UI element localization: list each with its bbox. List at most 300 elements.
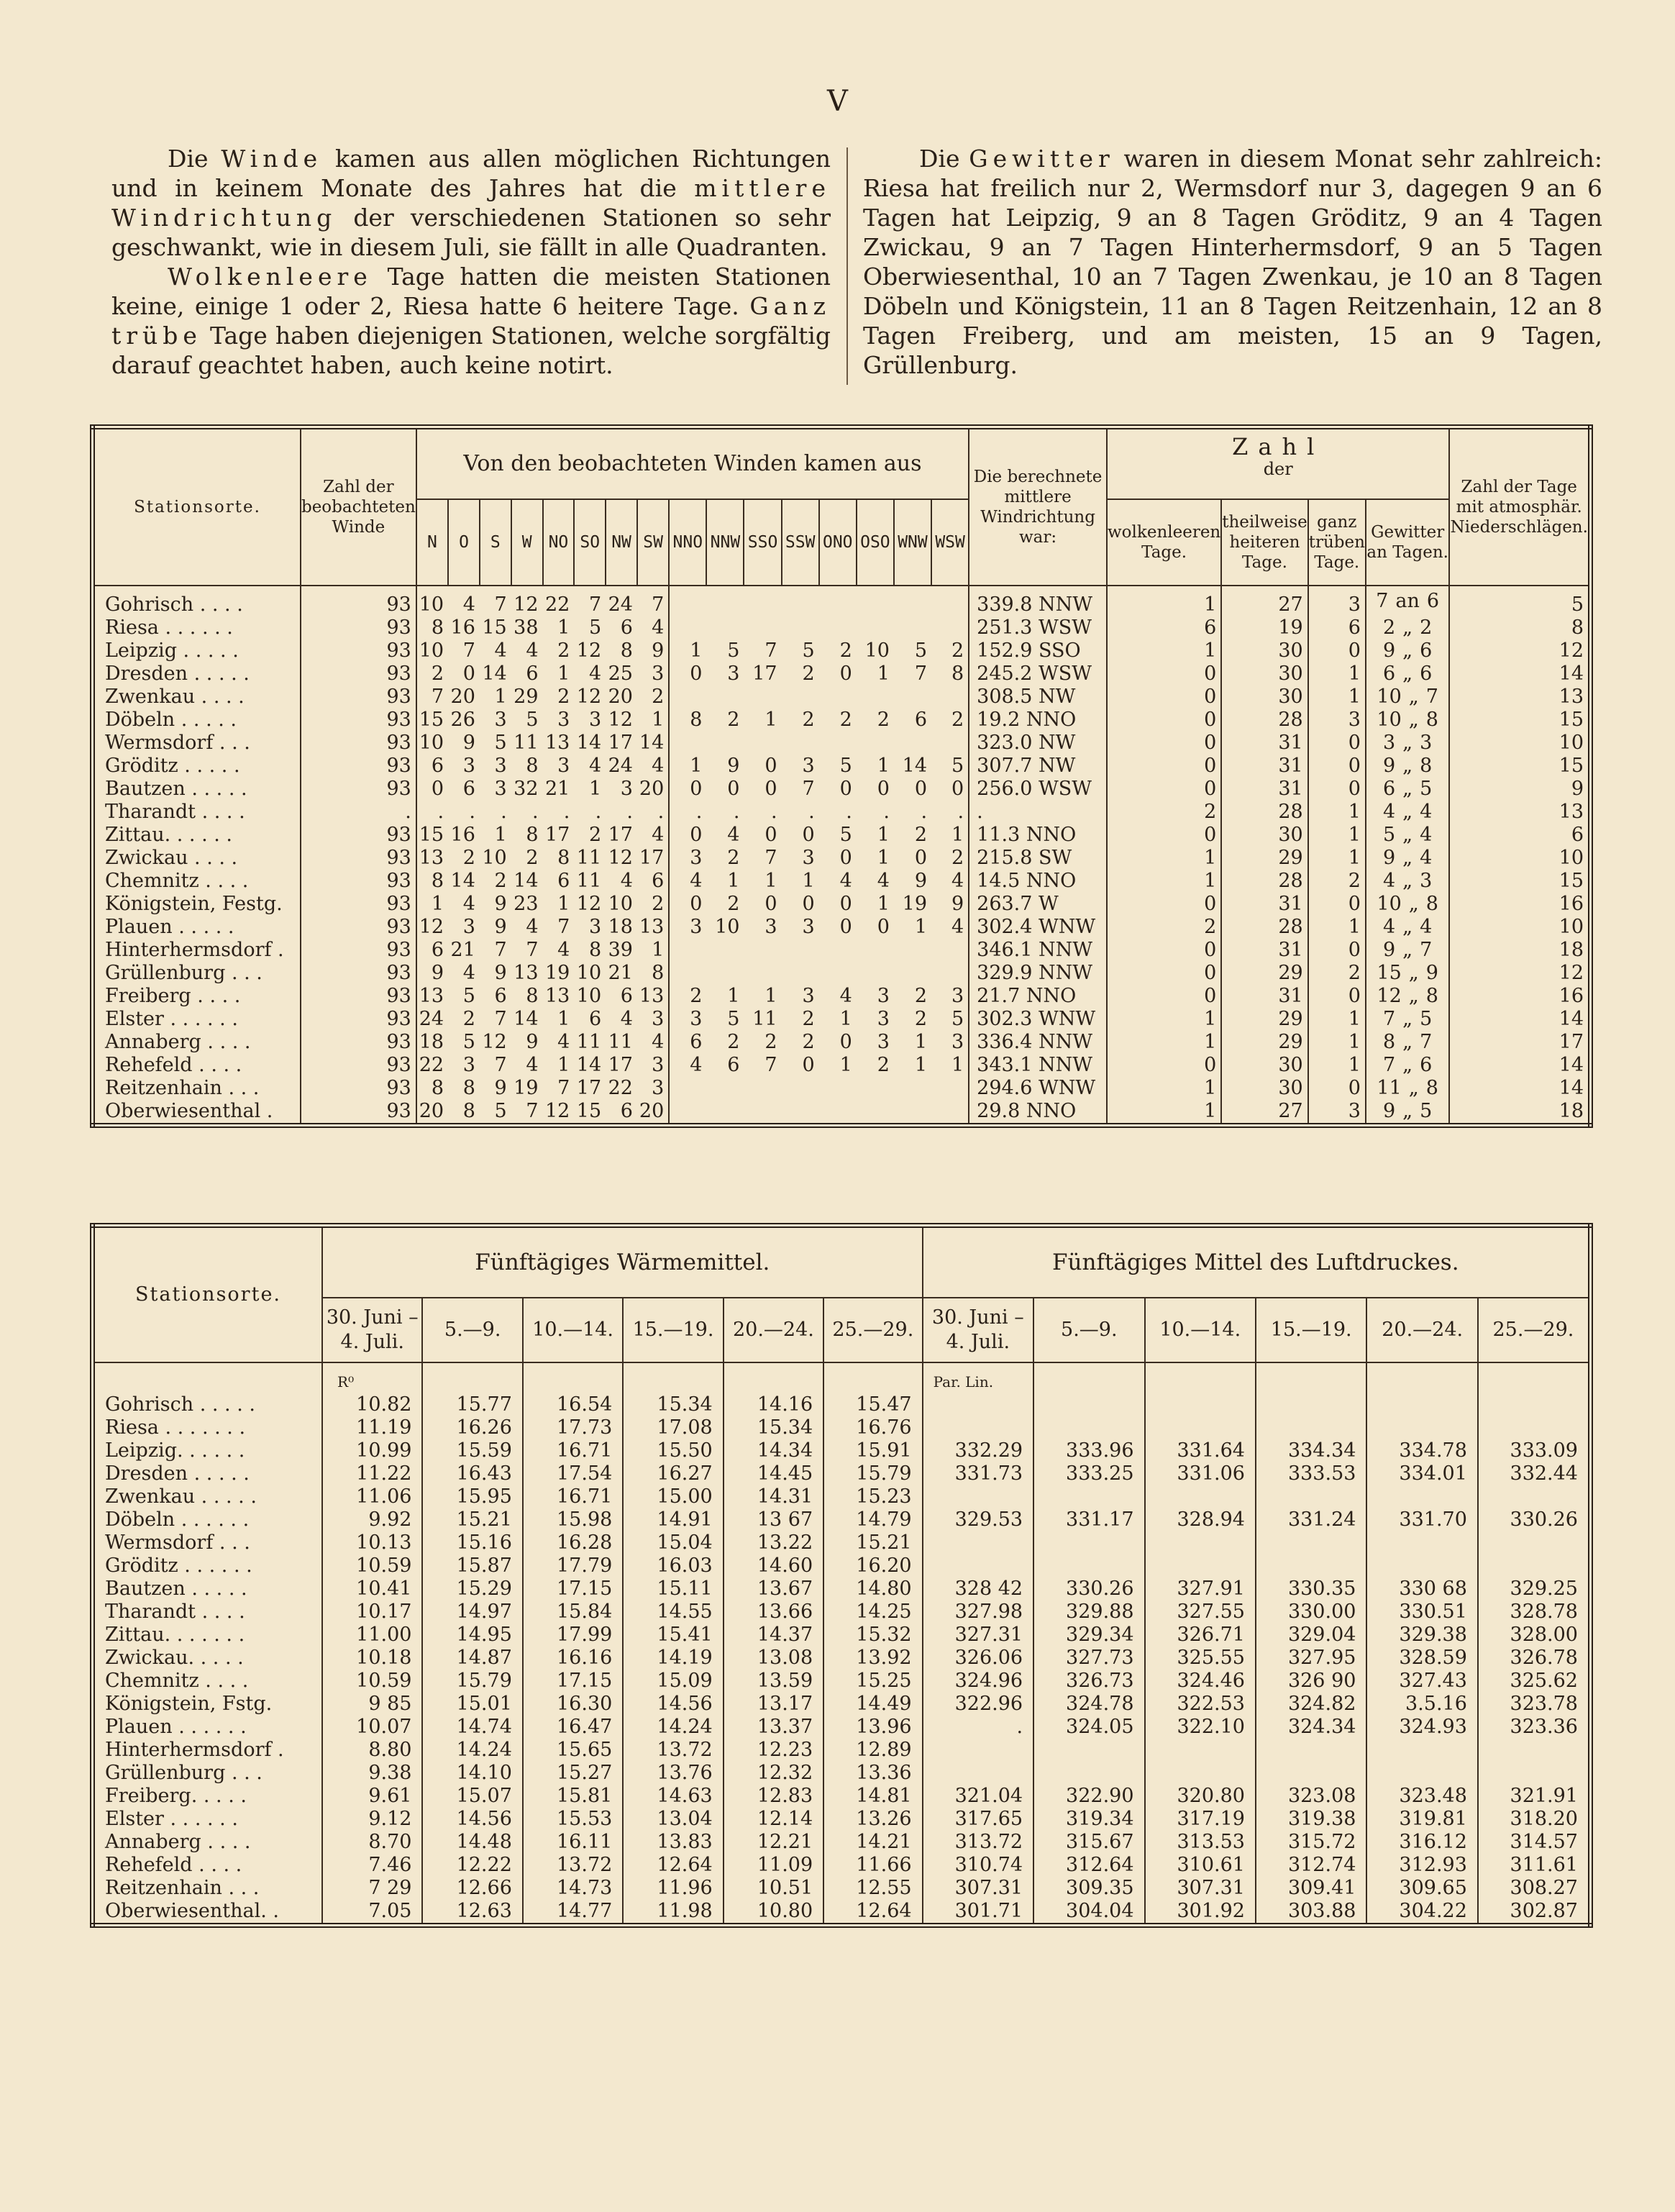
wind-no: 3 (557, 708, 570, 731)
temperature-mean: 13.37 (724, 1716, 823, 1739)
pressure-mean: 324.93 (1366, 1716, 1477, 1739)
wind-ssw: 2 (802, 1007, 815, 1030)
wind-ssw (782, 1100, 819, 1126)
thunderstorm-count: 7 (1382, 1053, 1396, 1076)
wind-wsw (931, 686, 969, 709)
cloudless-days: 1 (1107, 1100, 1221, 1126)
overcast-days: 0 (1308, 939, 1366, 962)
thunderstorm-cell (1366, 962, 1450, 985)
wind-s: 9 (494, 915, 507, 938)
mean-direction: 263.7 W (969, 893, 1107, 916)
pressure-mean: 327.43 (1366, 1670, 1477, 1693)
temperature-mean: 14.19 (623, 1647, 723, 1670)
partly-clear-days: 30 (1221, 824, 1307, 847)
precipitation-days: 14 (1449, 663, 1590, 686)
ditto-mark: „ (1402, 823, 1413, 846)
wind-ssw: 7 (802, 777, 815, 800)
precipitation-header: Zahl der Tage mit atmosphär. Niederschlägen. (1449, 427, 1590, 586)
wind-nno (669, 732, 706, 755)
ditto-mark: „ (1408, 961, 1419, 984)
wind-s: 5 (494, 731, 507, 754)
wind-w: 23 (514, 892, 539, 915)
thunderstorm-count: 9 (1382, 639, 1396, 662)
pressure-mean (1145, 1393, 1256, 1416)
wind-nno: 3 (669, 916, 706, 939)
wind-wsw (931, 962, 969, 985)
wind-row (93, 732, 1591, 755)
wind-nw: 25 (608, 662, 633, 685)
pressure-mean: 308.27 (1478, 1877, 1591, 1900)
wind-ssw: 0 (802, 1053, 815, 1076)
wind-row (93, 962, 1591, 985)
pressure-mean: 309.65 (1366, 1877, 1477, 1900)
thunderstorm-days: 8 (1420, 754, 1433, 777)
wind-ssw (782, 732, 819, 755)
pressure-mean: 329.25 (1478, 1578, 1591, 1601)
station-name: Grüllenburg . . . (93, 962, 301, 985)
partly-clear-days: 28 (1221, 709, 1307, 732)
temperature-mean: 14.79 (823, 1508, 922, 1531)
wind-s: 4 (494, 639, 507, 662)
thunderstorm-cell (1366, 586, 1450, 616)
paragraph-clouds: Wolkenleere Tage hatten die meisten Stationen keine, einige 1 oder 2, Riesa hatte 6 heitere Tage. Ganz trübe Tage haben diejenigen Stationen, welche sorgfältig darauf geachtet haben, auch keine notirt. (111, 263, 831, 379)
overcast-days: 0 (1308, 755, 1366, 778)
pressure-mean: 333.53 (1256, 1462, 1366, 1485)
wind-s: 3 (494, 777, 507, 800)
precipitation-days: 18 (1449, 1100, 1590, 1126)
temperature-mean: 15.59 (422, 1439, 522, 1462)
station-name: Oberwiesenthal. . (93, 1900, 323, 1926)
wind-sw: 3 (637, 1008, 669, 1031)
wind-so: . (595, 800, 602, 823)
wind-oso (857, 616, 894, 640)
wind-s: 7 (494, 938, 507, 961)
wind-so: 14 (576, 731, 602, 754)
temperature-mean: 10.51 (724, 1877, 823, 1900)
pressure-mean (1366, 1393, 1477, 1416)
wind-count: 93 (301, 939, 416, 962)
thunderstorm-days: 9 (1425, 961, 1438, 984)
station-header: Stationsorte. (93, 427, 301, 586)
pressure-mean: 302.87 (1478, 1900, 1591, 1926)
wind-s: 9 (494, 961, 507, 984)
temperature-mean: 13.72 (523, 1854, 623, 1877)
wind-sw: 9 (637, 640, 669, 663)
wind-wnw (894, 686, 931, 709)
pressure-mean: 324.96 (923, 1670, 1033, 1693)
ditto-mark: „ (1402, 777, 1413, 800)
press-period-2: 5.—9. (1033, 1298, 1144, 1362)
pressure-mean: 311.61 (1478, 1854, 1591, 1877)
temperature-mean: 14.80 (823, 1578, 922, 1601)
pressure-mean (1256, 1531, 1366, 1555)
station-name: Rehefeld . . . . (93, 1854, 323, 1877)
temp-row (93, 1854, 1591, 1877)
pressure-mean: 322.10 (1145, 1716, 1256, 1739)
temperature-mean: 12.89 (823, 1739, 922, 1762)
wind-s: 2 (494, 869, 507, 892)
wind-nw: 6 (620, 616, 633, 639)
wind-o: 5 (462, 984, 475, 1007)
temperature-mean: 16.11 (523, 1831, 623, 1854)
wind-sso (744, 732, 781, 755)
wind-no: 7 (557, 1076, 570, 1099)
wind-sso: 7 (765, 639, 777, 662)
wind-w: 38 (514, 616, 539, 639)
ditto-mark: „ (1402, 1099, 1413, 1122)
column-divider (846, 147, 848, 385)
thunderstorm-days: 8 (1425, 984, 1438, 1007)
thunderstorm-days: 4 (1420, 846, 1433, 869)
wind-nnw: 1 (727, 984, 740, 1007)
pressure-mean: 3.5.16 (1366, 1693, 1477, 1716)
wind-o: 3 (462, 1053, 475, 1076)
wind-sso (744, 616, 781, 640)
thunderstorm-days: 5 (1420, 1099, 1433, 1122)
pressure-mean: 312.93 (1366, 1854, 1477, 1877)
wind-oso: 2 (877, 708, 890, 731)
wind-sso (744, 1077, 781, 1100)
wind-nnw: 3 (727, 662, 740, 685)
pressure-mean: 329.34 (1033, 1624, 1144, 1647)
wind-no: . (563, 800, 570, 823)
pressure-mean: 310.61 (1145, 1854, 1256, 1877)
wind-wsw: 8 (931, 663, 969, 686)
temperature-mean: 13.92 (823, 1647, 922, 1670)
temperature-mean: 15.98 (523, 1508, 623, 1531)
mean-direction: 152.9 SSO (969, 640, 1107, 663)
wind-row (93, 1008, 1591, 1031)
precipitation-days: 14 (1449, 1077, 1590, 1100)
temperature-mean: 15.50 (623, 1439, 723, 1462)
pressure-mean (1366, 1531, 1477, 1555)
wind-wsw: 2 (931, 709, 969, 732)
wind-wsw: 3 (931, 985, 969, 1008)
wind-nno: 0 (669, 893, 706, 916)
pressure-mean: 327.98 (923, 1601, 1033, 1624)
overcast-days: 1 (1308, 1008, 1366, 1031)
temperature-mean: 12.14 (724, 1808, 823, 1831)
temp-row (93, 1900, 1591, 1926)
wind-wsw (931, 939, 969, 962)
temperature-mean: 13.67 (724, 1578, 823, 1601)
wind-wnw: 0 (914, 846, 928, 869)
wind-nno: 0 (669, 824, 706, 847)
wind-n: 15 (416, 709, 448, 732)
precipitation-days: 12 (1449, 962, 1590, 985)
thunderstorm-cell (1366, 1054, 1450, 1077)
pressure-mean (1033, 1555, 1144, 1578)
ditto-mark: „ (1402, 869, 1413, 892)
pressure-mean: 333.09 (1478, 1439, 1591, 1462)
wind-so: 3 (588, 915, 602, 938)
pressure-mean (1145, 1762, 1256, 1785)
precipitation-days: 5 (1449, 586, 1590, 616)
temperature-pressure-table (90, 1223, 1593, 1928)
cloudless-days: 0 (1107, 755, 1221, 778)
temperature-mean: 13.66 (724, 1601, 823, 1624)
wind-n: 8 (416, 616, 448, 640)
wind-o: 2 (462, 1007, 475, 1030)
mean-direction: 11.3 NNO (969, 824, 1107, 847)
partly-clear-days: 29 (1221, 1031, 1307, 1054)
wind-ono: 0 (839, 846, 852, 869)
wind-sso (744, 686, 781, 709)
wind-nno: 3 (669, 1008, 706, 1031)
thunderstorm-days: 5 (1420, 1007, 1433, 1030)
pressure-mean: 321.04 (923, 1785, 1033, 1808)
wind-s: 3 (494, 708, 507, 731)
temperature-mean: 14.97 (422, 1601, 522, 1624)
wind-s: 9 (494, 892, 507, 915)
pressure-mean: 331.17 (1033, 1508, 1144, 1531)
wind-oso (857, 1077, 894, 1100)
wind-oso: 0 (877, 777, 890, 800)
wind-count: 93 (301, 686, 416, 709)
partly-clear-days: 30 (1221, 640, 1307, 663)
station-name: Zwenkau . . . . . (93, 1485, 323, 1508)
temperature-mean: 15.21 (422, 1508, 522, 1531)
wind-n: 13 (416, 847, 448, 870)
temp-row (93, 1531, 1591, 1555)
wind-n: 8 (416, 1077, 448, 1100)
wind-no: 1 (557, 1007, 570, 1030)
thunderstorm-count: 2 (1382, 616, 1396, 639)
pressure-mean (1366, 1416, 1477, 1439)
partly-clear-days: 28 (1221, 801, 1307, 824)
station-name: Döbeln . . . . . (93, 709, 301, 732)
dir-header-w: W (511, 499, 543, 586)
thunderstorm-count: 7 (1376, 589, 1389, 612)
overcast-days: 3 (1308, 1100, 1366, 1126)
pressure-mean: 323.36 (1478, 1716, 1591, 1739)
temperature-mean: 16.30 (523, 1693, 623, 1716)
wind-no: 2 (557, 685, 570, 708)
pressure-mean (1033, 1485, 1144, 1508)
thunderstorm-count: 10 (1377, 685, 1402, 708)
wind-wsw (931, 586, 969, 616)
wind-wnw: 1 (914, 915, 928, 938)
unit-pressure: Par. Lin. (923, 1362, 1033, 1393)
paragraph-winds: Die Winde kamen aus allen möglichen Richtungen und in keinem Monate des Jahres hat die mittlere Windrichtung der verschiedenen Stationen so sehr geschwankt, wie in diesem Juli, sie fällt in alle Quadranten. (111, 145, 831, 261)
temperature-mean: 8.80 (322, 1739, 422, 1762)
temperature-mean: 13.22 (724, 1531, 823, 1555)
thunderstorm-cell (1366, 755, 1450, 778)
station-name: Reitzenhain . . . (93, 1877, 323, 1900)
pressure-mean (1478, 1393, 1591, 1416)
temperature-mean: 15.34 (623, 1393, 723, 1416)
pressure-mean (1033, 1416, 1144, 1439)
mean-direction: 245.2 WSW (969, 663, 1107, 686)
wind-nnw: 2 (727, 1030, 740, 1053)
wind-sso: 7 (765, 846, 777, 869)
pressure-mean: 322.53 (1145, 1693, 1256, 1716)
temperature-mean: 13.04 (623, 1808, 723, 1831)
wind-nno: 1 (669, 640, 706, 663)
partly-clear-days: 27 (1221, 1100, 1307, 1126)
wind-wnw: 1 (914, 1053, 928, 1076)
dir-header-no: NO (543, 499, 575, 586)
station-name: Königstein, Fstg. (93, 1693, 323, 1716)
wind-no: 6 (557, 869, 570, 892)
thunderstorm-cell (1366, 870, 1450, 893)
wind-sw: 20 (637, 1100, 669, 1126)
wind-o: 26 (450, 708, 475, 731)
temperature-mean: 13.59 (724, 1670, 823, 1693)
thunderstorm-days: 4 (1420, 800, 1433, 823)
temperature-mean: 14.25 (823, 1601, 922, 1624)
temperature-mean: 17.15 (523, 1670, 623, 1693)
temperature-mean: 11.09 (724, 1854, 823, 1877)
wind-o: 4 (462, 961, 475, 984)
wind-sso: 17 (752, 662, 777, 685)
wind-nnw (706, 1077, 744, 1100)
temperature-mean: 10.82 (322, 1393, 422, 1416)
ditto-mark: „ (1408, 984, 1419, 1007)
temp-row (93, 1877, 1591, 1900)
temperature-mean: 15.00 (623, 1485, 723, 1508)
station-name: Wermsdorf . . . (93, 1531, 323, 1555)
ditto-mark: „ (1402, 639, 1413, 662)
wind-nnw (706, 962, 744, 985)
dir-header-ssw: SSW (782, 499, 819, 586)
thunderstorm-cell (1366, 1100, 1450, 1126)
wind-s: 12 (482, 1030, 507, 1053)
temperature-mean: 8.70 (322, 1831, 422, 1854)
precipitation-days: 8 (1449, 616, 1590, 640)
temperature-mean: 14.16 (724, 1393, 823, 1416)
temperature-mean: 14.95 (422, 1624, 522, 1647)
wind-row (93, 847, 1591, 870)
precipitation-days: 10 (1449, 847, 1590, 870)
wind-oso: 1 (877, 892, 890, 915)
zahl-group-header: Zahl der (1107, 427, 1449, 499)
station-name: Annaberg . . . . (93, 1031, 301, 1054)
temperature-mean: 16.27 (623, 1462, 723, 1485)
wind-count: 93 (301, 1031, 416, 1054)
thunderstorm-count: 3 (1382, 731, 1396, 754)
press-period-3: 10.—14. (1145, 1298, 1256, 1362)
temp-period-1: 30. Juni – 4. Juli. (322, 1298, 422, 1362)
paragraph-thunderstorms: Die Gewitter waren in diesem Monat sehr zahlreich: Riesa hat freilich nur 2, Wermsdorf nur 3, dagegen 9 an 6 Tagen hat Leipzig, 9 an 8 Tagen Gröditz, 9 an 4 Tagen Zwickau, 9 an 7 Tagen Hinterhermsdorf, 9 an 5 Tagen Oberwiesenthal, 10 an 7 Tagen Zwenkau, je 10 an 8 Tagen Döbeln und Königstein, 11 an 8 Tagen Reitzenhain, 12 an 8 Tagen Freiberg, und am meisten, 15 an 9 Tagen, Grüllenburg. (863, 145, 1602, 379)
wind-nnw (706, 586, 744, 616)
pressure-mean (1256, 1739, 1366, 1762)
wind-ssw (782, 939, 819, 962)
temperature-mean: 12.32 (724, 1762, 823, 1785)
station-name: Leipzig . . . . . (93, 640, 301, 663)
wind-sso: 7 (765, 1053, 777, 1076)
wind-w: 14 (514, 869, 539, 892)
wind-oso: 1 (877, 662, 890, 685)
station-name: Chemnitz . . . . (93, 1670, 323, 1693)
pressure-mean: 303.88 (1256, 1900, 1366, 1926)
thunderstorm-cell (1366, 985, 1450, 1008)
wind-oso: 1 (877, 846, 890, 869)
wind-sso: 0 (765, 754, 777, 777)
thunderstorm-cell (1366, 847, 1450, 870)
temperature-mean: 17.99 (523, 1624, 623, 1647)
wind-nw: 20 (608, 685, 633, 708)
wind-sso (744, 939, 781, 962)
wind-w: 8 (526, 823, 539, 846)
wind-ssw (782, 962, 819, 985)
wind-nw: 8 (620, 639, 633, 662)
temperature-mean: 13.76 (623, 1762, 723, 1785)
thunderstorm-cell (1366, 616, 1450, 640)
wind-count: 93 (301, 824, 416, 847)
station-name: Riesa . . . . . . . (93, 1416, 323, 1439)
precipitation-days: 14 (1449, 1008, 1590, 1031)
temperature-mean: 9.38 (322, 1762, 422, 1785)
wind-wnw: 7 (914, 662, 928, 685)
temperature-mean: 15.87 (422, 1555, 522, 1578)
wind-count: 93 (301, 586, 416, 616)
station-name: Zwickau. . . . . (93, 1647, 323, 1670)
thunderstorm-cell (1366, 732, 1450, 755)
wind-ssw (782, 686, 819, 709)
wind-oso: 10 (864, 639, 890, 662)
pressure-mean: 327.91 (1145, 1578, 1256, 1601)
wind-ono (819, 1100, 857, 1126)
wind-sso (744, 1100, 781, 1126)
dir-header-oso: OSO (857, 499, 894, 586)
temperature-mean: 15.65 (523, 1739, 623, 1762)
wind-w: 8 (526, 984, 539, 1007)
temperature-mean: 17.73 (523, 1416, 623, 1439)
temp-row (93, 1693, 1591, 1716)
partly-clear-days: 30 (1221, 663, 1307, 686)
wind-ssw: 3 (802, 846, 815, 869)
pressure-mean: 332.44 (1478, 1462, 1591, 1485)
wind-nw: 3 (620, 777, 633, 800)
mean-direction: 339.8 NNW (969, 586, 1107, 616)
temperature-mean: 9.92 (322, 1508, 422, 1531)
temp-row (93, 1739, 1591, 1762)
overcast-days: 3 (1308, 586, 1366, 616)
wind-w: . (531, 800, 539, 823)
wind-sso: 0 (765, 777, 777, 800)
station-name: Gröditz . . . . . . (93, 1555, 323, 1578)
thunderstorm-count: 9 (1382, 846, 1396, 869)
temperature-mean: 15.07 (422, 1785, 522, 1808)
wind-nw: 22 (608, 1076, 633, 1099)
temp-period-3: 10.—14. (523, 1298, 623, 1362)
wind-ssw (782, 1077, 819, 1100)
wind-o: 21 (450, 938, 475, 961)
wind-no: 4 (557, 938, 570, 961)
wind-ono: 0 (839, 892, 852, 915)
temperature-mean: 12.23 (724, 1739, 823, 1762)
partly-clear-days-header: theilweise heiteren Tage. (1221, 499, 1307, 586)
wind-wnw: 2 (914, 1007, 928, 1030)
pressure-mean: 315.67 (1033, 1831, 1144, 1854)
wind-ono: 2 (839, 639, 852, 662)
temp-row (93, 1555, 1591, 1578)
wind-no: 13 (544, 731, 570, 754)
press-period-1: 30. Juni – 4. Juli. (923, 1298, 1033, 1362)
wind-table (90, 424, 1593, 1128)
wind-sso: . (771, 800, 777, 823)
temperature-mean: 16.26 (422, 1416, 522, 1439)
wind-count: 93 (301, 755, 416, 778)
temperature-mean: 12.83 (724, 1785, 823, 1808)
wind-so: 15 (576, 1099, 602, 1122)
pressure-mean (923, 1739, 1033, 1762)
wind-wsw: 1 (931, 1054, 969, 1077)
wind-oso: 3 (877, 1007, 890, 1030)
pressure-mean (1033, 1531, 1144, 1555)
wind-o: 5 (462, 1030, 475, 1053)
